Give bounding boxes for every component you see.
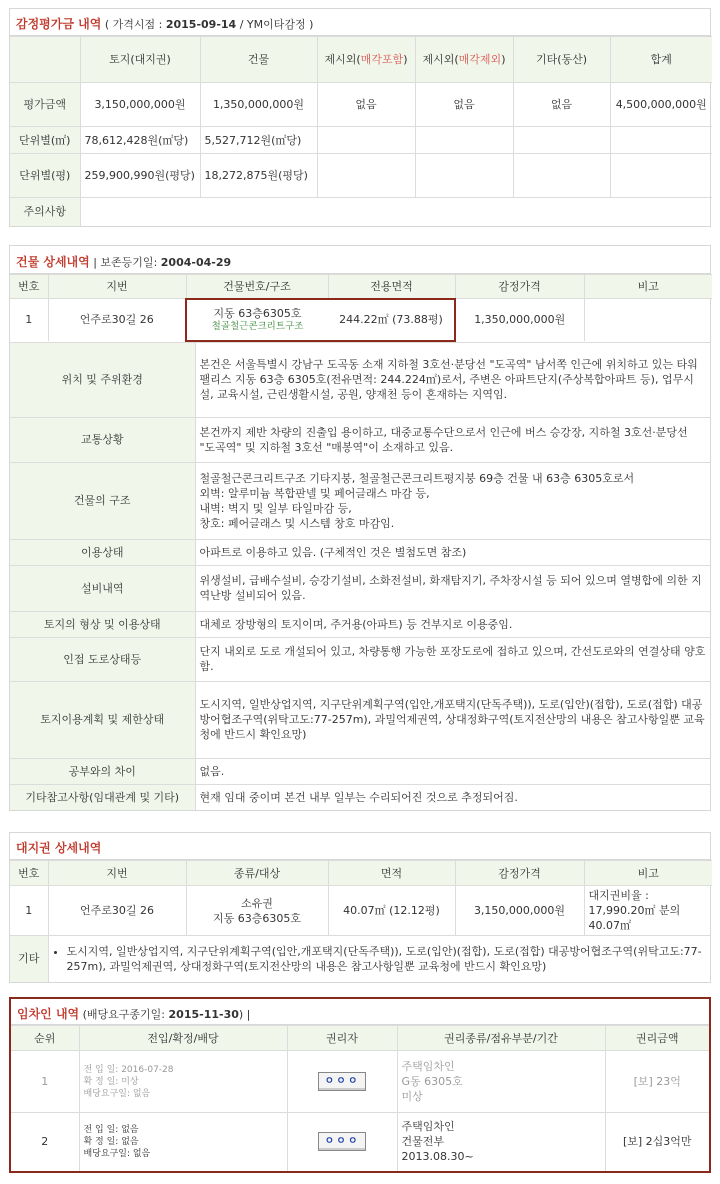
detail-label: 이용상태 [10, 539, 195, 565]
detail-row [10, 462, 710, 539]
col-extra-included: 제시외(매각포함) [317, 37, 415, 83]
detail-text: 본건까지 제반 차량의 진출입 용이하고, 대중교통수단으로서 인근에 버스 승강장, 지하철 3호선·분당선 "도곡역" 및 지하철 3호선 "매봉역"이 소재하고 있음. [195, 417, 710, 462]
land-per-pyeong: 259,900,990원(평당) [80, 154, 200, 198]
detail-row [10, 611, 710, 637]
col-no: 번호 [10, 275, 48, 299]
landright-table [10, 860, 712, 935]
building-title: 건물 상세내역 [16, 255, 90, 269]
tenant-row [11, 1051, 709, 1113]
appraisal-date: 2015-09-14 [165, 18, 237, 31]
extra-included-value: 없음 [317, 83, 415, 127]
row-label: 주의사항 [10, 198, 80, 226]
building-table [10, 274, 712, 342]
building-per-sqm: 5,527,712원(㎡당) [200, 127, 317, 154]
appraisal-meta2: / YM이타감정 ) [236, 18, 314, 31]
landright-header [10, 833, 710, 860]
tenant-table [11, 1025, 709, 1171]
detail-row [10, 342, 710, 417]
detail-text: 아파트로 이용하고 있음. (구체적인 것은 별첨도면 참조) [195, 539, 710, 565]
total-value: 4,500,000,000원 [610, 83, 712, 127]
tenant-amount: [보] 23억 [605, 1051, 709, 1113]
etc-value: 없음 [513, 83, 610, 127]
detail-label: 토지이용계획 및 제한상태 [10, 681, 195, 758]
tenant-dates [79, 1113, 287, 1171]
col-note: 비고 [584, 275, 712, 299]
col-holder: 권리자 [287, 1026, 397, 1051]
building-structure: 철골철근콘크리트구조 [211, 321, 304, 332]
landright-etc-row [10, 936, 710, 982]
detail-text: 철골철근콘크리트구조 기타지붕, 철골철근콘크리트평지붕 69층 건물 내 63층 6305호로서 외벽: 알루미늄 복합판넬 및 페어글래스 마감 등, 내벽: 벽지 및 일부 타일마감 등, 창호: 페어글래스 및 시스템 창호 마감임. [195, 462, 710, 539]
tenant-section [9, 997, 711, 1173]
detail-text: 본건은 서울특별시 강남구 도곡동 소재 지하철 3호선·분당선 "도곡역" 남서쪽 인근에 위치하고 있는 타워팰리스 지동 63층 6305호(전유면적: 244.224㎡)로서, 주변은 아파트단지(주상복합아파트 등), 업무시설, 교육시설, 근린생활시설, 공원, 양재천 등이 혼재하는 지역임. [195, 342, 710, 417]
row-label: 단위별(평) [10, 154, 80, 198]
col-area: 면적 [328, 861, 455, 886]
col-building: 건물 [200, 37, 317, 83]
col-no: 번호 [10, 861, 48, 886]
col-total: 합계 [610, 37, 712, 83]
tenant-header [11, 999, 709, 1025]
landright-price: 3,150,000,000원 [455, 886, 584, 936]
tenant-row [11, 1113, 709, 1171]
detail-text: 대체로 장방형의 토지이며, 주거용(아파트) 등 건부지로 이용중임. [195, 611, 710, 637]
dividend-date: 배당요구일: 없음 [83, 1148, 151, 1159]
landright-area: 40.07㎡ (12.12평) [328, 886, 455, 936]
move-in-date: 전 입 일: 없음 [83, 1124, 139, 1135]
col-area: 전용면적 [328, 275, 455, 299]
col-amount: 권리금액 [605, 1026, 709, 1051]
landright-kind [186, 886, 328, 936]
building-unit: 지동 63층6305호 [213, 307, 302, 320]
right-part: 건물전부 [401, 1135, 445, 1149]
col-right: 권리종류/점유부분/기간 [397, 1026, 605, 1051]
tenant-title: 임차인 내역 [17, 1007, 80, 1021]
detail-row [10, 565, 710, 611]
building-date: 2004-04-29 [160, 256, 232, 269]
building-area: 244.22㎡ (73.88평) [328, 299, 455, 341]
appraisal-meta: ( 가격시점 : [104, 18, 166, 31]
col-price: 감정가격 [455, 861, 584, 886]
right-period: 2013.08.30~ [401, 1150, 474, 1164]
move-in-date: 전 입 일: 2016-07-28 [83, 1064, 174, 1075]
right-part: G동 6305호 [401, 1075, 463, 1088]
appraisal-table [10, 36, 712, 226]
detail-label: 위치 및 주위환경 [10, 342, 195, 417]
building-detail-table [10, 342, 710, 811]
col-lot: 지번 [48, 275, 186, 299]
building-row [10, 299, 712, 341]
landright-row [10, 886, 712, 936]
tenant-holder-cell [287, 1051, 397, 1113]
landright-no: 1 [10, 886, 48, 936]
landright-etc-cell [48, 936, 710, 982]
col-extra-excluded: 제시외(매각제외) [415, 37, 513, 83]
detail-label: 건물의 구조 [10, 462, 195, 539]
row-unit-pyeong [10, 154, 712, 198]
col-note: 비고 [584, 861, 712, 886]
tenant-rank: 2 [11, 1113, 79, 1171]
landright-kind-target: 지동 63층6305호 [213, 911, 301, 925]
building-price: 1,350,000,000원 [455, 299, 584, 341]
landright-kind-type: 소유권 [241, 896, 273, 910]
detail-text: 도시지역, 일반상업지역, 지구단위계획구역(입안,개포택지(단독주택)), 도로(입안)(접합), 도로(접합) 대공방어협조구역(위탁고도:77-257m), 과밀억제권역, 상대정화구역(토지전산망의 내용은 참고사항일뿐 교육청에 반드시 확인요망) [195, 681, 710, 758]
land-value: 3,150,000,000원 [80, 83, 200, 127]
building-no: 1 [10, 299, 48, 341]
right-type: 주택임차인 [401, 1120, 455, 1134]
row-unit-sqm [10, 127, 712, 154]
col-price: 감정가격 [455, 275, 584, 299]
right-type: 주택임차인 [401, 1060, 455, 1073]
tenant-right [397, 1051, 605, 1113]
detail-row [10, 539, 710, 565]
detail-row [10, 637, 710, 681]
tenant-meta2: ) | [238, 1008, 251, 1021]
building-num-struct [186, 299, 328, 341]
row-label: 평가금액 [10, 83, 80, 127]
tenant-holder-cell [287, 1113, 397, 1171]
detail-text: 단지 내외로 도로 개설되어 있고, 차량통행 가능한 포장도로에 접하고 있으며, 간선도로와의 연결상태 양호함. [195, 637, 710, 681]
holder-button[interactable]: ㅇㅇㅇ [318, 1132, 367, 1151]
detail-row [10, 758, 710, 784]
detail-row [10, 784, 710, 810]
landright-section [9, 832, 711, 983]
col-rank: 순위 [11, 1026, 79, 1051]
land-per-sqm: 78,612,428원(㎡당) [80, 127, 200, 154]
detail-label: 기타참고사항(임대관계 및 기타) [10, 784, 195, 810]
fixed-date: 확 정 일: 미상 [83, 1076, 139, 1087]
col-num-struct: 건물번호/구조 [186, 275, 328, 299]
detail-label: 교통상황 [10, 417, 195, 462]
detail-text: 현재 임대 중이며 본건 내부 일부는 수리되어진 것으로 추정되어짐. [195, 784, 710, 810]
extra-excluded-value: 없음 [415, 83, 513, 127]
tenant-right [397, 1113, 605, 1171]
building-header [10, 246, 710, 274]
detail-label: 토지의 형상 및 이용상태 [10, 611, 195, 637]
dividend-date: 배당요구일: 없음 [83, 1088, 151, 1099]
holder-button[interactable]: ㅇㅇㅇ [318, 1072, 367, 1091]
appraisal-title: 감정평가금 내역 [16, 17, 102, 31]
landright-title: 대지권 상세내역 [16, 841, 102, 855]
col-dates: 전입/확정/배당 [79, 1026, 287, 1051]
detail-text: 위생설비, 급배수설비, 승강기설비, 소화전설비, 화재탐지기, 주차장시설 등 되어 있으며 열병합에 의한 지역난방 설비되어 있음. [195, 565, 710, 611]
row-caution [10, 198, 712, 226]
appraisal-header [10, 9, 710, 36]
tenant-dates [79, 1051, 287, 1113]
building-per-pyeong: 18,272,875원(평당) [200, 154, 317, 198]
tenant-date: 2015-11-30 [168, 1008, 239, 1021]
right-period: 미상 [401, 1090, 423, 1103]
detail-label: 공부와의 차이 [10, 758, 195, 784]
building-note [584, 299, 712, 341]
col-kind: 종류/대상 [186, 861, 328, 886]
tenant-amount: [보] 2십3억만 [605, 1113, 709, 1171]
landright-etc-label: 기타 [10, 936, 48, 982]
col-lot: 지번 [48, 861, 186, 886]
fixed-date: 확 정 일: 없음 [83, 1136, 139, 1147]
row-label: 단위별(㎡) [10, 127, 80, 154]
tenant-rank: 1 [11, 1051, 79, 1113]
landright-etc-table [10, 935, 710, 982]
building-meta: | 보존등기일: [89, 256, 161, 269]
col-etc: 기타(동산) [513, 37, 610, 83]
building-lot: 언주로30길 26 [48, 299, 186, 341]
building-value: 1,350,000,000원 [200, 83, 317, 127]
appraisal-corner [10, 37, 80, 83]
appraisal-section [9, 8, 711, 227]
detail-row [10, 681, 710, 758]
building-section [9, 245, 711, 811]
detail-label: 인접 도로상태등 [10, 637, 195, 681]
landright-note: 대지권비율 : 17,990.20㎡ 분의 40.07㎡ [584, 886, 712, 936]
landright-lot: 언주로30길 26 [48, 886, 186, 936]
col-land: 토지(대지권) [80, 37, 200, 83]
landright-etc-text: • 도시지역, 일반상업지역, 지구단위계획구역(입안,개포택지(단독주택)), 도로(입안)(접합), 도로(접합) 대공방어협조구역(위탁고도:77-257m), 과밀억제권역, 상대정화구역(토지전산망의 내용은 참고사항일뿐 교육청에 반드시 확인요망) [67, 944, 707, 974]
row-appraised-amount [10, 83, 712, 127]
detail-label: 설비내역 [10, 565, 195, 611]
detail-row [10, 417, 710, 462]
tenant-meta: (배당요구종기일: [79, 1008, 169, 1021]
detail-text: 없음. [195, 758, 710, 784]
